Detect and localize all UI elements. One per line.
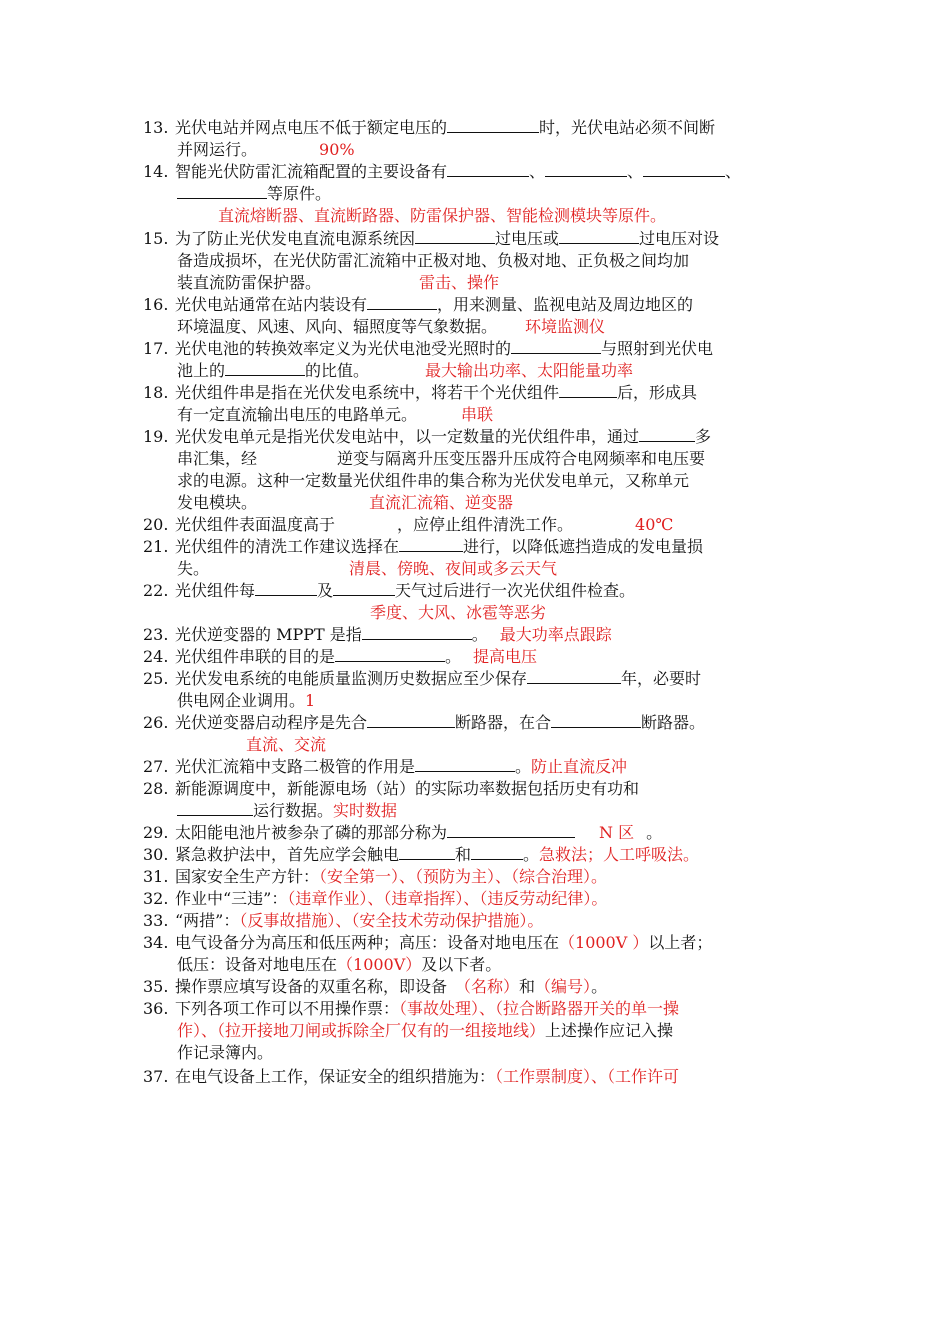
question-16: 16. 光伏电站通常在站内装设有 ，用来测量、监视电站及周边地区的 bbox=[143, 295, 694, 314]
answer-35a: （名称） bbox=[455, 977, 520, 996]
question-24: 24. 光伏组件串联的目的是 。 提高电压 bbox=[143, 647, 538, 666]
blank bbox=[447, 118, 539, 133]
question-27: 27. 光伏汇流箱中支路二极管的作用是 。防止直流反冲 bbox=[143, 757, 628, 776]
question-35: 35. 操作票应填写设备的双重名称，即设备 （名称）和（编号）。 bbox=[143, 977, 608, 996]
answer-36b: 作）、（拉开接地刀闸或拆除全厂仅有的一组接地线） bbox=[177, 1021, 546, 1040]
question-31: 31. 国家安全生产方针：（安全第一）、（预防为主）、（综合治理）。 bbox=[143, 867, 608, 886]
question-30: 30. 紧急救护法中，首先应学会触电 和 。急救法；人工呼吸法。 bbox=[143, 845, 700, 864]
question-28: 28. 新能源调度中，新能源电场（站）的实际功率数据包括历史有功和 bbox=[143, 779, 640, 798]
answer-32: （违章作业）、（违章指挥）、（违反劳动纪律）。 bbox=[287, 889, 608, 908]
question-37: 37. 在电气设备上工作，保证安全的组织措施为：（工作票制度）、（工作许可 bbox=[143, 1067, 680, 1086]
answer-17: 最大输出功率、太阳能量功率 bbox=[425, 361, 634, 380]
answer-13: 90% bbox=[319, 140, 355, 159]
answer-21: 清晨、傍晚、夜间或多云天气 bbox=[349, 559, 558, 578]
answer-20: 40℃ bbox=[635, 515, 674, 534]
question-18: 18. 光伏组件串是指在光伏发电系统中，将若干个光伏组件 后，形成具 bbox=[143, 383, 698, 402]
answer-16: 环境监测仪 bbox=[525, 317, 606, 336]
answer-35b: （编号） bbox=[535, 977, 592, 996]
question-25: 25. 光伏发电系统的电能质量监测历史数据应至少保存 年，必要时 bbox=[143, 669, 702, 688]
answer-31: （安全第一）、（预防为主）、（综合治理）。 bbox=[319, 867, 608, 886]
answer-36a: （事故处理）、（拉合断路器开关的单一操 bbox=[399, 999, 680, 1018]
question-23: 23. 光伏逆变器的 MPPT 是指 。 最大功率点跟踪 bbox=[143, 625, 612, 644]
answer-33: （反事故措施）、（安全技术劳动保护措施）。 bbox=[239, 911, 544, 930]
question-34: 34. 电气设备分为高压和低压两种；高压：设备对地电压在（1000V ）以上者； bbox=[143, 933, 713, 952]
answer-27: 防止直流反冲 bbox=[531, 757, 628, 776]
question-20: 20. 光伏组件表面温度高于 ，应停止组件清洗工作。 40℃ bbox=[143, 515, 674, 534]
question-19: 19. 光伏发电单元是指光伏发电站中，以一定数量的光伏组件串，通过 多 bbox=[143, 427, 712, 446]
question-32: 32. 作业中“三违”：（违章作业）、（违章指挥）、（违反劳动纪律）。 bbox=[143, 889, 608, 908]
answer-15: 雷击、操作 bbox=[419, 273, 500, 292]
document-page: 13. 光伏电站并网点电压不低于额定电压的 时，光伏电站必须不间断 并网运行。 90% 14. 智能光伏防雷汇流箱配置的主要设备有 、 、 、 等原件。 直流熔断器、直流断路器、防雷保护器、智能检测模块等原件。 15. 为了防止光伏发电直流电源系统因 过电压或 过电压对设 备造成损坏，在光伏防雷汇流箱中正极对地、负极对地、正负极之间均加 装直流防雷保护器。 雷击、操作 16. 光伏电站通常在站内装设有 ，用来测量、监视电站及周边地区的 环境温度、风速、风向、辐照度等气象数据。 环境监测仪 17. 光伏电池的转换效率定义为光伏电池受光照时的 与照射到光伏电 池上的 的比值。 最大输出功率、太阳能量功率 18. 光伏组件串是指在光伏发电系统中，将若干个光伏组件 后，形成具 有一定直流输出电压的电路单元。 串联 19. 光伏发电单元是指光伏发电站中，以一定数量的光伏组件串，通过 多 串汇集，经 逆变与隔离升压变压器升压成符合电网频率和电压要 求的电源。这种一定数量光伏组件串的集合称为光伏发电单元，又称单元 发电模块。 直流汇流箱、逆变器 20. 光伏组件表面温度高于 ，应停止组件清洗工作。 40℃ 21. 光伏组件的清洗工作建议选择在 进行，以降低遮挡造成的发电量损 失。 清晨、傍晚、夜间或多云天气 22. 光伏组件每 及 天气过后进行一次光伏组件检查。 季度、大风、冰雹等恶劣 23. 光伏逆变器的 MPPT 是指 。 最大功率点跟踪 24. 光伏组件串联的目的是 。 提高电压 25. 光伏发电系统的电能质量监测历史数据应至少保存 年，必要时 供电网企业调用。1 26. 光伏逆变器启动程序是先合 断路器，在合 断路器。 直流、交流 27. 光伏汇流箱中支路二极管的作用是 。防止直流反冲 28. 新能源调度中，新能源电场（站）的实际功率数据包括历史有功和 运行数据。实时数据 29. 太阳能电池片被参杂了磷的那部分称为 N 区 。 30. 紧急救护法中，首先应学会触电 和 。急救法；人工呼吸法。 31. 国家安全生产方针：（安全第一）、（预防为主）、（综合治理）。 32. 作业中“三违”：（违章作业）、（违章指挥）、（违反劳动纪律）。 33. “两措”：（反事故措施）、（安全技术劳动保护措施）。 34. 电气设备分为高压和低压两种；高压：设备对地电压在（1000V ）以上者； 低压：设备对地电压在（1000V）及以下者。 35. 操作票应填写设备的双重名称，即设备 （名称）和（编号）。 36. 下列各项工作可以不用操作票：（事故处理）、（拉合断路器开关的单一操 作）、（拉开接地刀闸或拆除全厂仅有的一组接地线）上述操作应记入操 作记录簿内。 37. 在电气设备上工作，保证安全的组织措施为：（工作票制度）、（工作许可 bbox=[143, 118, 742, 1086]
answer-30: 急救法；人工呼吸法。 bbox=[539, 845, 700, 864]
answer-26: 直流、交流 bbox=[246, 735, 327, 754]
answer-22: 季度、大风、冰雹等恶劣 bbox=[370, 603, 547, 622]
question-33: 33. “两措”：（反事故措施）、（安全技术劳动保护措施）。 bbox=[143, 911, 544, 930]
answer-25: 1 bbox=[305, 691, 316, 710]
question-15: 15. 为了防止光伏发电直流电源系统因 过电压或 过电压对设 bbox=[143, 229, 720, 248]
answer-23: 最大功率点跟踪 bbox=[499, 625, 612, 644]
answer-34b: （1000V） bbox=[337, 955, 422, 974]
question-21: 21. 光伏组件的清洗工作建议选择在 进行，以降低遮挡造成的发电量损 bbox=[143, 537, 704, 556]
answer-28: 实时数据 bbox=[333, 801, 398, 820]
question-26: 26. 光伏逆变器启动程序是先合 断路器，在合 断路器。 bbox=[143, 713, 706, 732]
question-29: 29. 太阳能电池片被参杂了磷的那部分称为 N 区 。 bbox=[143, 823, 663, 842]
question-13: 13. 光伏电站并网点电压不低于额定电压的 时，光伏电站必须不间断 bbox=[143, 118, 716, 137]
question-22: 22. 光伏组件每 及 天气过后进行一次光伏组件检查。 bbox=[143, 581, 636, 600]
answer-18: 串联 bbox=[461, 405, 494, 424]
answer-37: （工作票制度）、（工作许可 bbox=[495, 1067, 680, 1086]
question-14: 14. 智能光伏防雷汇流箱配置的主要设备有 、 、 、 bbox=[143, 162, 742, 181]
answer-14: 直流熔断器、直流断路器、防雷保护器、智能检测模块等原件。 bbox=[218, 206, 667, 225]
answer-19: 直流汇流箱、逆变器 bbox=[369, 493, 514, 512]
question-36: 36. 下列各项工作可以不用操作票：（事故处理）、（拉合断路器开关的单一操 bbox=[143, 999, 680, 1018]
answer-34a: （1000V ） bbox=[559, 933, 649, 952]
answer-24: 提高电压 bbox=[473, 647, 538, 666]
question-17: 17. 光伏电池的转换效率定义为光伏电池受光照时的 与照射到光伏电 bbox=[143, 339, 714, 358]
answer-29: N 区 bbox=[599, 823, 635, 842]
